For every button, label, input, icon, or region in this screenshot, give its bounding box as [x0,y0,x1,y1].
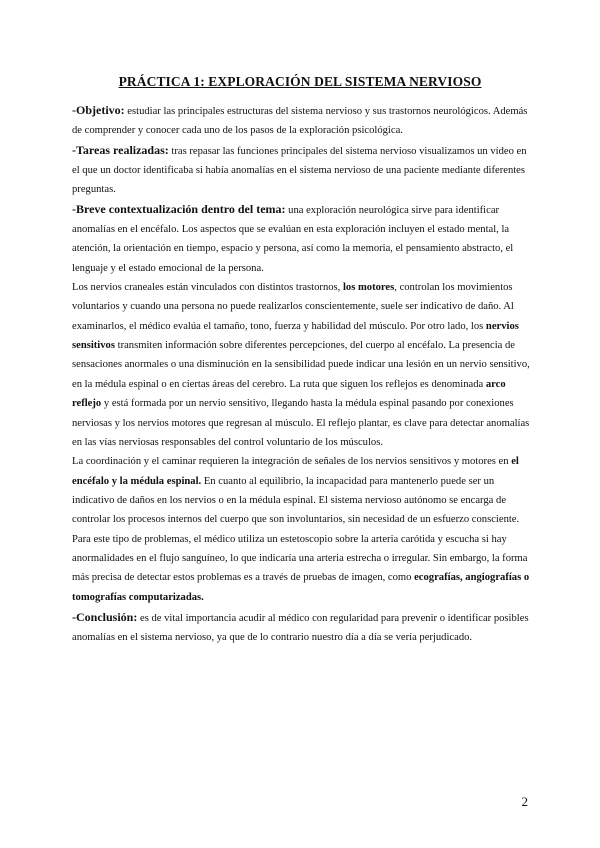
contexto-text: una exploración neurológica sirve para identificar anomalías en el encéfalo. Los aspectos que se evalúan en esta exploración incluyen el estado mental, la atención, la orientación en tiempo, espacio y persona, así como la memoria, el pensamiento abstracto, el lenguaje y el estado emocional de la persona. [72,204,514,274]
nervios-text-3: transmiten información sobre diferentes percepciones, del cuerpo al encéfalo. La presencia de sensaciones anormales o una disminución en la sensibilidad puede indicar una lesión en un nervio sensitivo, en la médula espinal o en ciertas áreas del cerebro. La ruta que siguen los reflejos es denominada [72,340,530,390]
tareas-label: -Tareas realizadas: [72,142,169,157]
coordinacion-text-1: La coordinación y el caminar requieren la integración de señales de los nervios sensitivos y motores en [72,456,512,468]
objetivo-text: estudiar las principales estructuras del sistema nervioso y sus trastornos neurológicos. Además de comprender y conocer cada uno de los pasos de la exploración psicológica. [72,106,528,137]
objetivo-paragraph [72,101,530,141]
tareas-paragraph [72,141,530,200]
nervios-bold-motores: los motores [342,282,395,294]
coordinacion-bold-pruebas: ecografías, angiografías o tomografías computarizadas. [72,572,530,603]
nervios-paragraph [72,278,530,452]
tareas-text: tras repasar las funciones principales del sistema nervioso visualizamos un vídeo en el que un doctor identificaba si había anomalías en el sistema nervioso de una paciente mediante diferentes preguntas. [72,145,527,196]
nervios-bold-arco-reflejo: arco reflejo [72,378,506,410]
nervios-text-2: , controlan los movimientos voluntarios y cuando una persona no puede realizarlos conscientemente, suele ser indicativo de daño. Al examinarlos, el médico evalúa el tamaño, tono, fuerza y habilidad del músculo. Por otro lado, los [72,282,514,332]
contexto-label: -Breve contextualización dentro del tema: [72,201,286,216]
document-title: PRÁCTICA 1: EXPLORACIÓN DEL SISTEMA NERVIOSO [118,74,482,89]
coordinacion-text-2: En cuanto al equilibrio, la incapacidad para mantenerlo puede ser un indicativo de daños en los nervios o en la médula espinal. El sistema nervioso autónomo se encarga de controlar los procesos internos del cuerpo que son involuntarios, sin necesidad de un esfuerzo consciente. Para este tipo de problemas, el médico utiliza un estetoscopio sobre la arteria carótida y escucha si hay anormalidades en el flujo sanguíneo, lo que indicaría una arteria estrecha o irregular. Sin embargo, la forma más precisa de detectar estos problemas es a través de pruebas de imagen, como [72,475,528,584]
conclusion-text: es de vital importancia acudir al médico con regularidad para prevenir o identificar posibles anomalías en el sistema nervioso, ya que de lo contrario nuestro día a día se vería perjudicado. [72,612,529,644]
nervios-bold-sensitivos: nervios sensitivos [72,320,519,352]
conclusion-label: -Conclusión: [72,609,138,624]
objetivo-label: -Objetivo: [72,103,125,117]
coordinacion-bold-encefalo: el encéfalo y la médula espinal. [72,456,519,487]
contexto-paragraph [72,200,530,278]
conclusion-paragraph [72,608,530,648]
document-body [72,101,530,648]
coordinacion-paragraph [72,452,530,607]
nervios-text-1: Los nervios craneales están vinculados con distintos trastornos, [72,282,343,294]
nervios-text-4: y está formada por un nervio sensitivo, llegando hasta la médula espinal pasando por conexiones nerviosas y los nervios motores que regresan al músculo. El reflejo plantar, es clave para detectar anomalías en las vías nerviosas responsables del control voluntario de los músculos. [72,398,530,448]
page-number: 2 [521,794,528,809]
